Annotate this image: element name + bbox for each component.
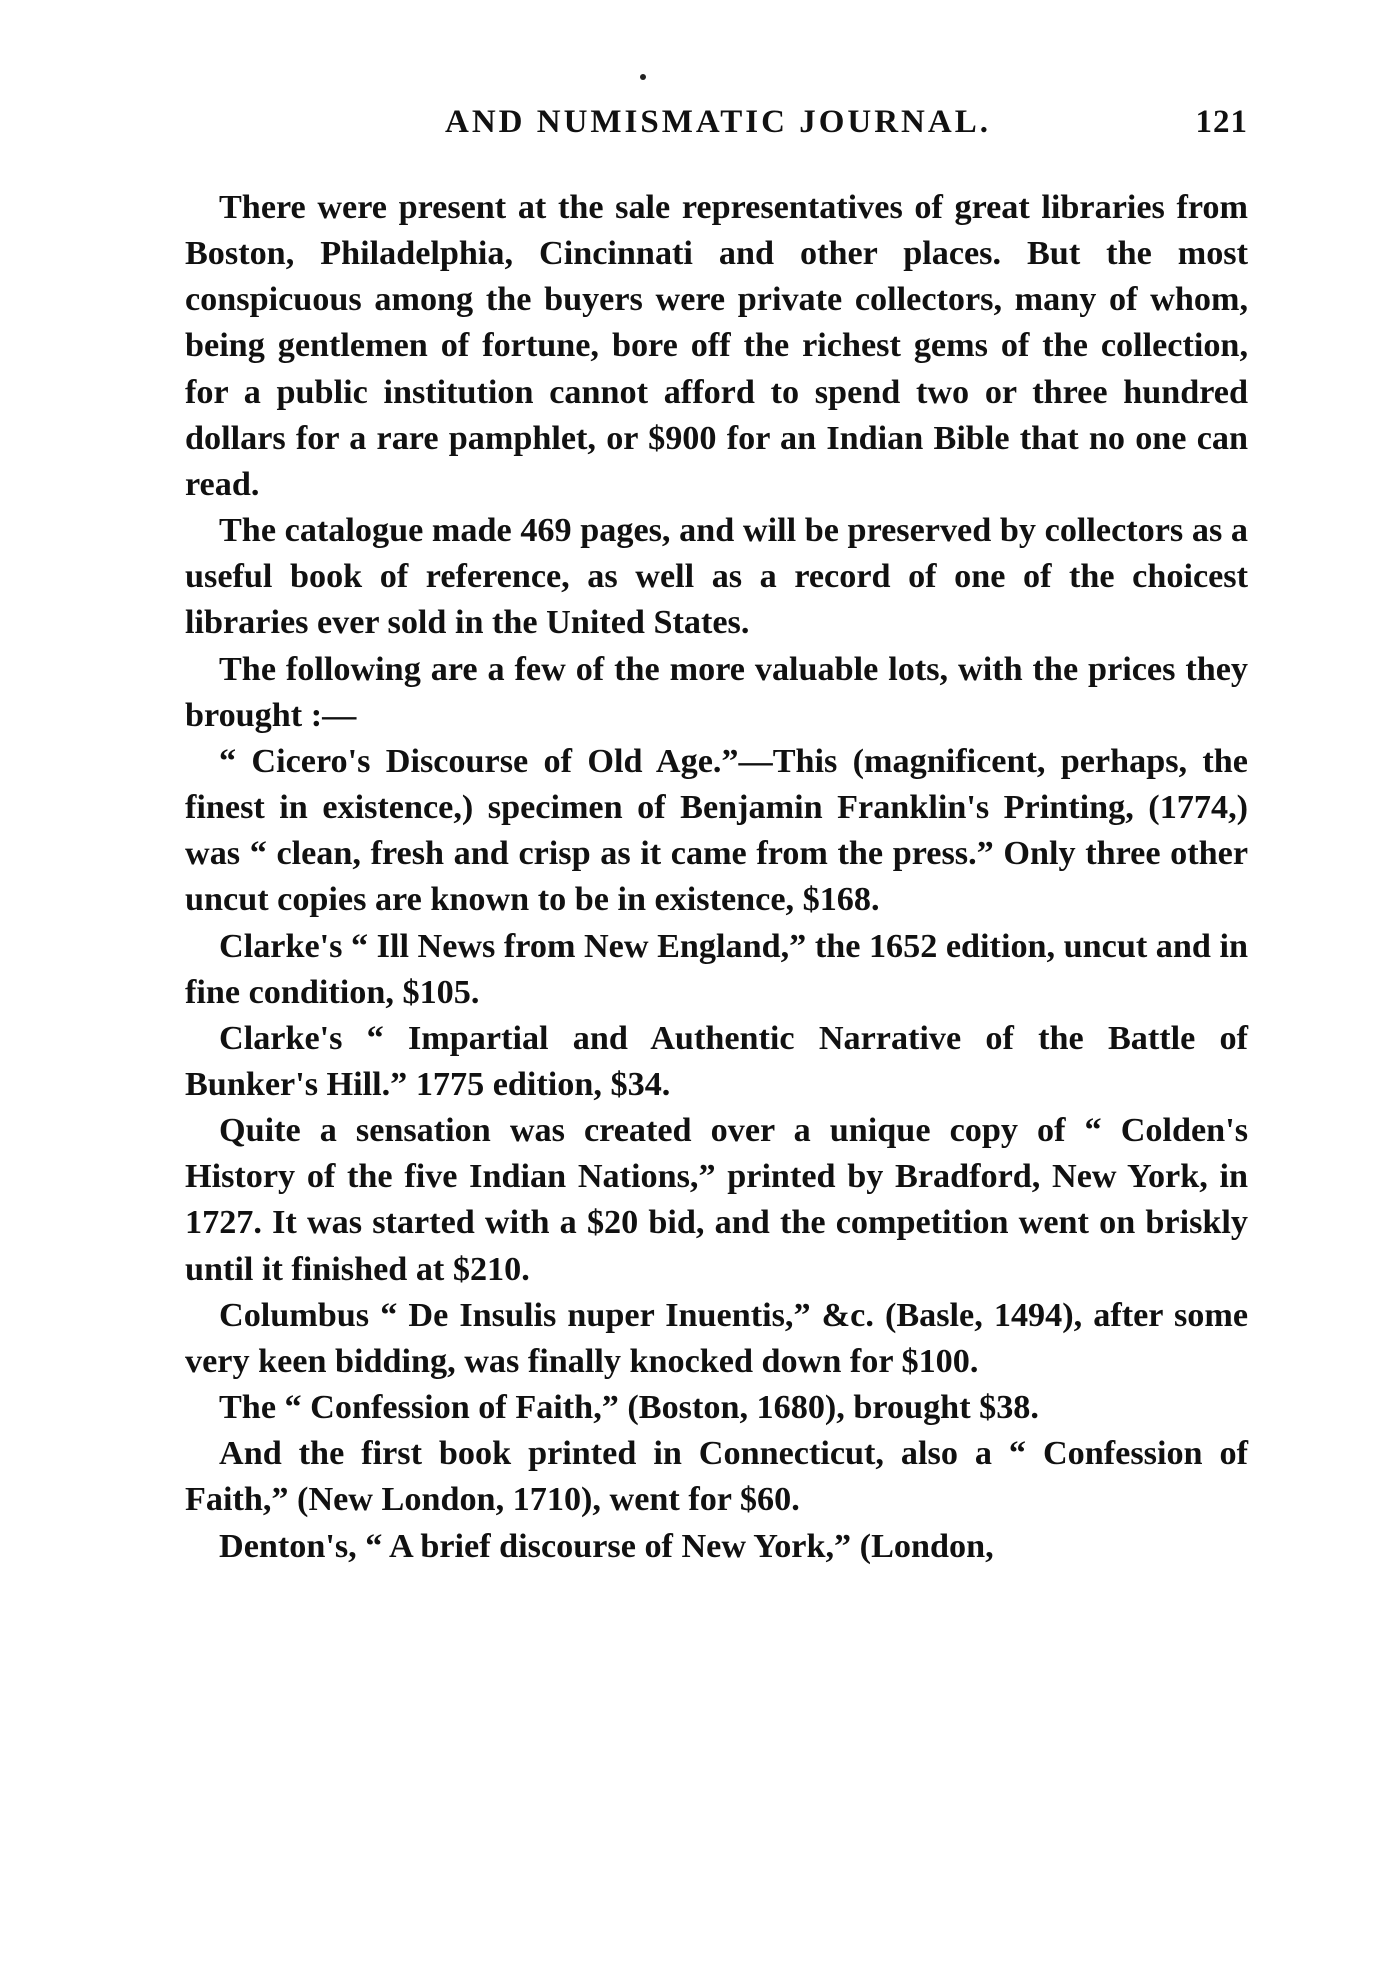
paragraph-lots-intro: The following are a few of the more valuable lots, with the prices they brought :— bbox=[185, 650, 1248, 734]
paragraph-clarke-bunker-hill: Clarke's “ Impartial and Authentic Narrative of the Battle of Bunker's Hill.” 1775 edition, $34. bbox=[185, 1019, 1248, 1103]
paragraph-sale-attendees: There were present at the sale representatives of great libraries from Boston, Philadelphia, Cincinnati and other places. But the most conspicuous among the buyers were private collectors, many of whom, being gentlemen of fortune, bore off the richest gems of the collection, for a public institution cannot afford to spend two or three hundred dollars for a rare pamphlet, or $900 for an Indian Bible that no one can read. bbox=[185, 189, 1248, 503]
running-header bbox=[185, 104, 1248, 154]
running-title: AND NUMISMATIC JOURNAL. bbox=[445, 104, 991, 140]
body-text bbox=[185, 185, 1248, 1570]
printer-dot-mark bbox=[640, 74, 646, 80]
paragraph-confession-boston: The “ Confession of Faith,” (Boston, 1680), brought $38. bbox=[219, 1389, 1039, 1427]
page-number: 121 bbox=[1195, 104, 1248, 140]
paragraph-confession-new-london: And the first book printed in Connecticut, also a “ Confession of Faith,” (New London, 1710), went for $60. bbox=[185, 1435, 1248, 1519]
paragraph-clarke-ill-news: Clarke's “ Ill News from New England,” the 1652 edition, uncut and in fine condition, $105. bbox=[185, 927, 1248, 1011]
paragraph-catalogue: The catalogue made 469 pages, and will be preserved by collectors as a useful book of reference, as well as a record of one of the choicest libraries ever sold in the United States. bbox=[185, 512, 1248, 642]
paragraph-colden: Quite a sensation was created over a unique copy of “ Colden's History of the five Indian Nations,” printed by Bradford, New York, in 1727. It was started with a $20 bid, and the competition went on briskly until it finished at $210. bbox=[185, 1112, 1248, 1288]
paragraph-denton: Denton's, “ A brief discourse of New York,” (London, bbox=[219, 1527, 994, 1565]
paragraph-columbus: Columbus “ De Insulis nuper Inuentis,” &c. (Basle, 1494), after some very keen bidding, was finally knocked down for $100. bbox=[185, 1296, 1248, 1380]
paragraph-cicero: “ Cicero's Discourse of Old Age.”—This (magnificent, perhaps, the finest in existence,) specimen of Benjamin Franklin's Printing, (1774,) was “ clean, fresh and crisp as it came from the press.” Only three other uncut copies are known to be in existence, $168. bbox=[185, 742, 1248, 919]
